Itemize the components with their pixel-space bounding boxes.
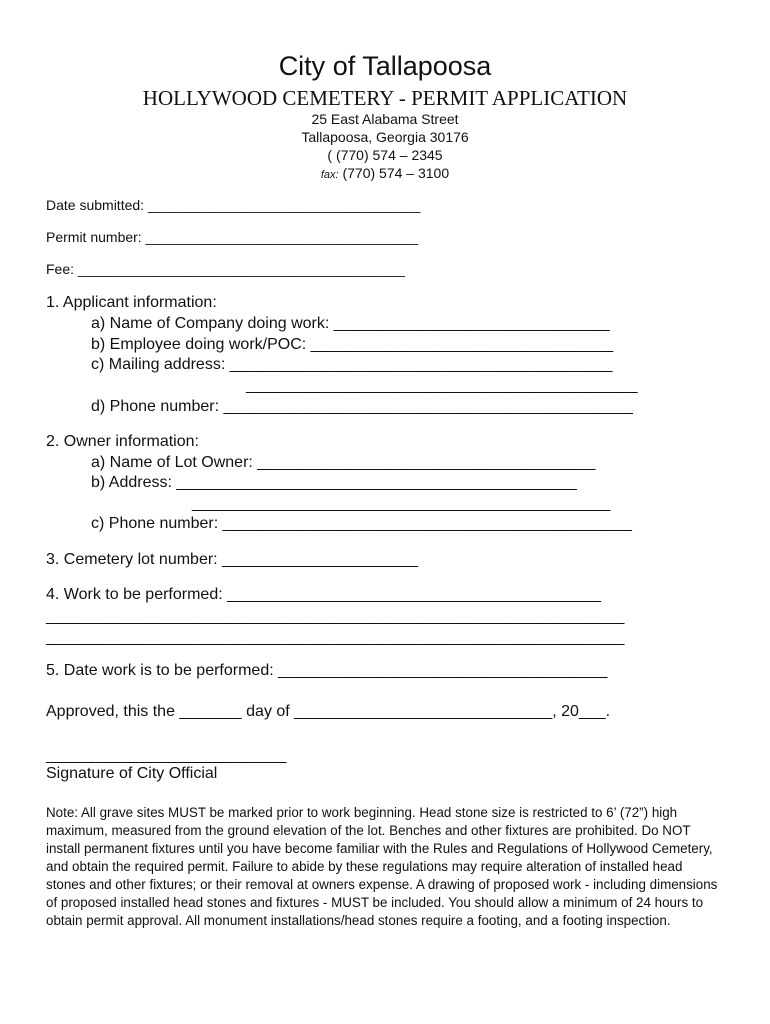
form-subtitle: HOLLYWOOD CEMETERY - PERMIT APPLICATION [142, 86, 628, 110]
lot-owner-field[interactable]: a) Name of Lot Owner: ______________________________________ [91, 454, 596, 471]
cemetery-lot-number-field[interactable]: 3. Cemetery lot number: ______________________ [46, 551, 418, 568]
note-paragraph: Note: All grave sites MUST be marked prior to work beginning. Head stone size is restricted to 6’ (72”) high maximum, measured from the ground elevation of the lot. Benches and other fixtures are prohibited. Do NOT install permanent fixtures until you have become familiar with the Rules and Regulations of Hollywood Cemetery, and obtain the required permit. Failure to abide by these regulations may require alteration of installed head stones and other fixtures; or their removal at owners expense. A drawing of proposed work - including dimensions of proposed installed head stones and fixtures - MUST be included. You should allow a minimum of 24 hours to obtain permit approval. All monument installations/head stones require a footing, and a footing inspection. [46, 805, 718, 928]
owner-address-field[interactable]: b) Address: _____________________________________________ [91, 474, 577, 491]
company-name-field[interactable]: a) Name of Company doing work: _______________________________ [91, 315, 610, 332]
date-submitted-field[interactable]: Date submitted: ___________________________________ [46, 197, 421, 213]
fax-line [0, 165, 770, 181]
work-line2-field[interactable]: _________________________________________________________________ [46, 608, 625, 625]
approval-line[interactable]: Approved, this the _______ day of _____________________________, 20___. [46, 703, 611, 720]
fax-label: fax: [320, 169, 339, 181]
date-work-field[interactable]: 5. Date work is to be performed: _____________________________________ [46, 662, 608, 679]
permit-number-field[interactable]: Permit number: ___________________________________ [46, 229, 419, 245]
signature-label: Signature of City Official [46, 765, 218, 782]
employee-poc-field[interactable]: b) Employee doing work/POC: __________________________________ [91, 336, 614, 353]
page-title: City of Tallapoosa [278, 51, 492, 81]
street-address: 25 East Alabama Street [311, 111, 459, 127]
mailing-address-field[interactable]: c) Mailing address: ___________________________________________ [91, 356, 613, 373]
city-state-zip: Tallapoosa, Georgia 30176 [301, 129, 469, 145]
signature-line[interactable]: ___________________________ [46, 747, 287, 764]
applicant-phone-field[interactable]: d) Phone number: ______________________________________________ [91, 398, 633, 415]
work-to-be-performed-field[interactable]: 4. Work to be performed: __________________________________________ [46, 586, 601, 603]
mailing-address-line2-field[interactable]: ____________________________________________ [246, 377, 638, 394]
applicant-info-heading: 1. Applicant information: [46, 294, 217, 311]
owner-phone-field[interactable]: c) Phone number: ______________________________________________ [91, 515, 632, 532]
work-line3-field[interactable]: _________________________________________________________________ [46, 629, 625, 646]
owner-info-heading: 2. Owner information: [46, 433, 199, 450]
owner-address-line2-field[interactable]: _______________________________________________ [192, 495, 611, 512]
fax-number: (770) 574 – 3100 [342, 165, 450, 181]
phone-number: ( (770) 574 – 2345 [327, 147, 443, 163]
fee-field[interactable]: Fee: __________________________________________ [46, 261, 405, 277]
